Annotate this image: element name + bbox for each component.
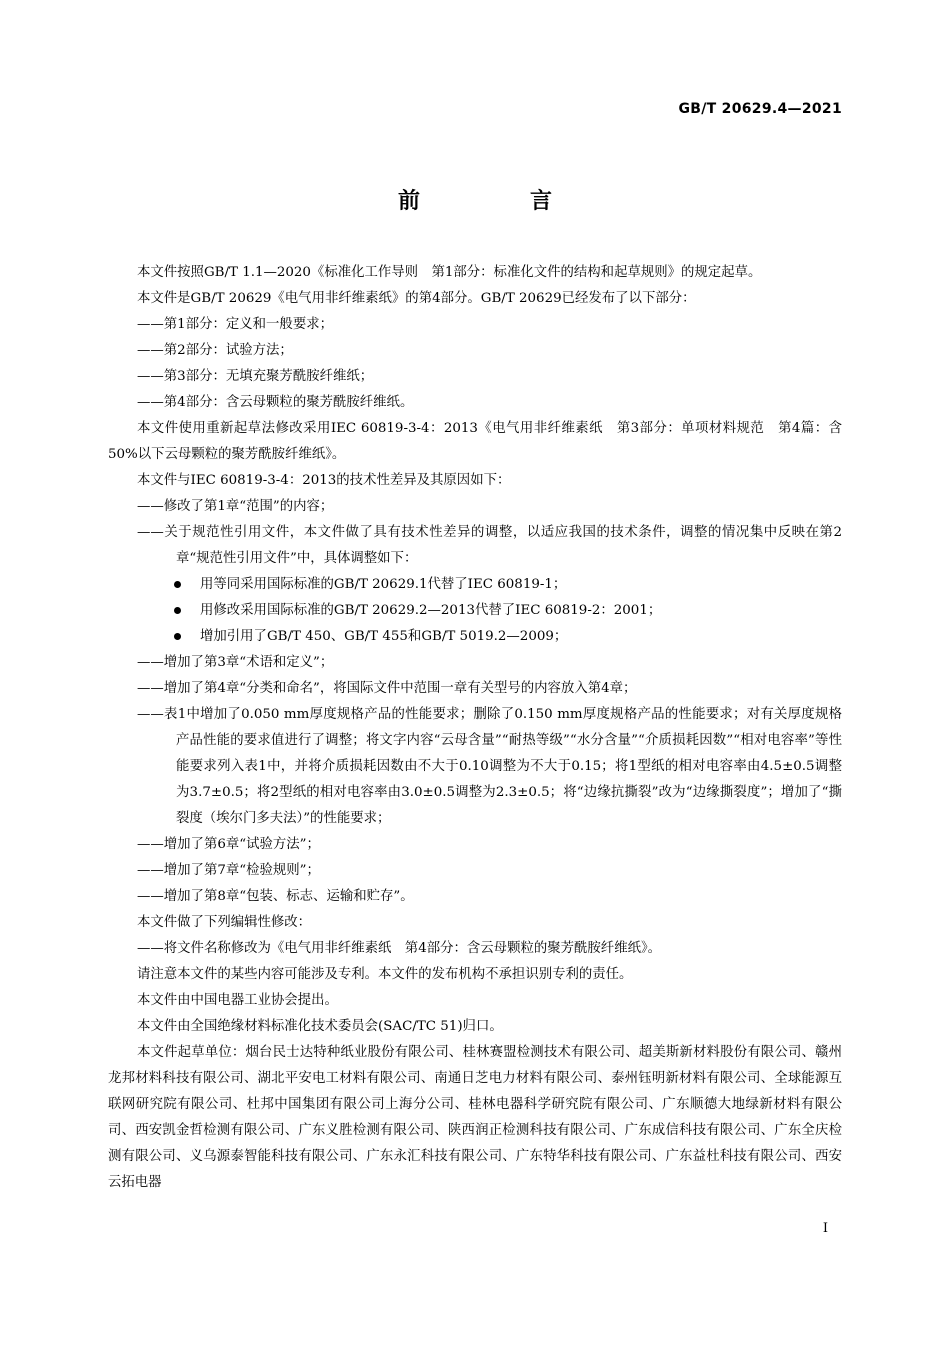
bullet-dot-icon — [174, 633, 181, 640]
dash-list-item: ——修改了第1章“范围”的内容； — [137, 499, 334, 514]
document-code: GB/T 20629.4—2021 — [678, 101, 842, 117]
paragraph: 本文件与IEC 60819-3-4：2013的技术性差异及其原因如下： — [137, 473, 511, 488]
bullet-text: 用等同采用国际标准的GB/T 20629.1代替了IEC 60819-1； — [200, 577, 567, 592]
paragraph: 本文件由中国电器工业协会提出。 — [137, 993, 338, 1008]
dash-list-item: ——增加了第7章“检验规则”； — [137, 863, 320, 878]
dash-list-item: ——第1部分：定义和一般要求； — [137, 317, 333, 332]
paragraph: 本文件起草单位：烟台民士达特种纸业股份有限公司、桂林赛盟检测技术有限公司、超美斯新材料股份有限公司、赣州龙邦材料科技有限公司、湖北平安电工材料有限公司、南通日芝电力材料有限公司、泰州钰明新材料有限公司、全球能源互联网研究院有限公司、杜邦中国集团有限公司上海分公司、桂林电器科学研究院有限公司、广东顺德大地绿新材料有限公司、西安凯金哲检测有限公司、广东义胜检测有限公司、陕西润正检测科技有限公司、广东成信科技有限公司、广东全庆检测有限公司、义乌源泰智能科技有限公司、广东永汇科技有限公司、广东特华科技有限公司、广东益杜科技有限公司、西安云拓电器 — [108, 1045, 842, 1190]
bullet-text: 用修改采用国际标准的GB/T 20629.2—2013代替了IEC 60819-2：2001； — [200, 603, 662, 618]
paragraph: 请注意本文件的某些内容可能涉及专利。本文件的发布机构不承担识别专利的责任。 — [137, 967, 633, 982]
dash-list-item: ——将文件名称修改为《电气用非纤维素纸 第4部分：含云母颗粒的聚芳酰胺纤维纸》。 — [137, 941, 662, 956]
paragraph: 本文件由全国绝缘材料标准化技术委员会(SAC/TC 51)归口。 — [137, 1019, 503, 1034]
dash-list-item: ——第2部分：试验方法； — [137, 343, 293, 358]
dash-list-item: ——第4部分：含云母颗粒的聚芳酰胺纤维纸。 — [137, 395, 414, 410]
bullet-item — [108, 572, 842, 598]
dash-list-item: ——增加了第6章“试验方法”； — [137, 837, 320, 852]
bullet-item — [108, 598, 842, 624]
section-title: 前 言 — [397, 189, 596, 214]
document-body — [108, 260, 842, 1196]
bullet-dot-icon — [174, 607, 181, 614]
dash-list-item: ——第3部分：无填充聚芳酰胺纤维纸； — [137, 369, 374, 384]
dash-list-item: ——增加了第8章“包装、标志、运输和贮存”。 — [137, 889, 414, 904]
dash-list-item: ——关于规范性引用文件，本文件做了具有技术性差异的调整，以适应我国的技术条件，调整的情况集中反映在第2章“规范性引用文件”中，具体调整如下： — [137, 525, 842, 566]
bullet-text: 增加引用了GB/T 450、GB/T 455和GB/T 5019.2—2009； — [200, 629, 568, 644]
bullet-item — [108, 624, 842, 650]
dash-list-item: ——增加了第4章“分类和命名”，将国际文件中范围一章有关型号的内容放入第4章； — [137, 681, 637, 696]
page-number: I — [822, 1221, 828, 1236]
paragraph: 本文件做了下列编辑性修改： — [137, 915, 312, 930]
paragraph: 本文件是GB/T 20629《电气用非纤维素纸》的第4部分。GB/T 20629已经发布了以下部分： — [137, 291, 696, 306]
paragraph: 本文件按照GB/T 1.1—2020《标准化工作导则 第1部分：标准化文件的结构和起草规则》的规定起草。 — [137, 265, 762, 280]
dash-list-item: ——增加了第3章“术语和定义”； — [137, 655, 334, 670]
dash-list-item: ——表1中增加了0.050 mm厚度规格产品的性能要求；删除了0.150 mm厚度规格产品的性能要求；对有关厚度规格产品性能的要求值进行了调整；将文字内容“云母含量”“耐热等级”“水分含量”“介质损耗因数”“相对电容率”等性能要求列入表1中，并将介质损耗因数由不大于0.10调整为不大于0.15；将1型纸的相对电容率由4.5±0.5调整为3.7±0.5；将2型纸的相对电容率由3.0±0.5调整为2.3±0.5；将“边缘抗撕裂”改为“边缘撕裂度”；增加了“撕裂度（埃尔门多夫法）”的性能要求； — [137, 707, 842, 826]
paragraph: 本文件使用重新起草法修改采用IEC 60819-3-4：2013《电气用非纤维素纸 第3部分：单项材料规范 第4篇：含50%以下云母颗粒的聚芳酰胺纤维纸》。 — [108, 421, 842, 462]
bullet-dot-icon — [174, 581, 181, 588]
